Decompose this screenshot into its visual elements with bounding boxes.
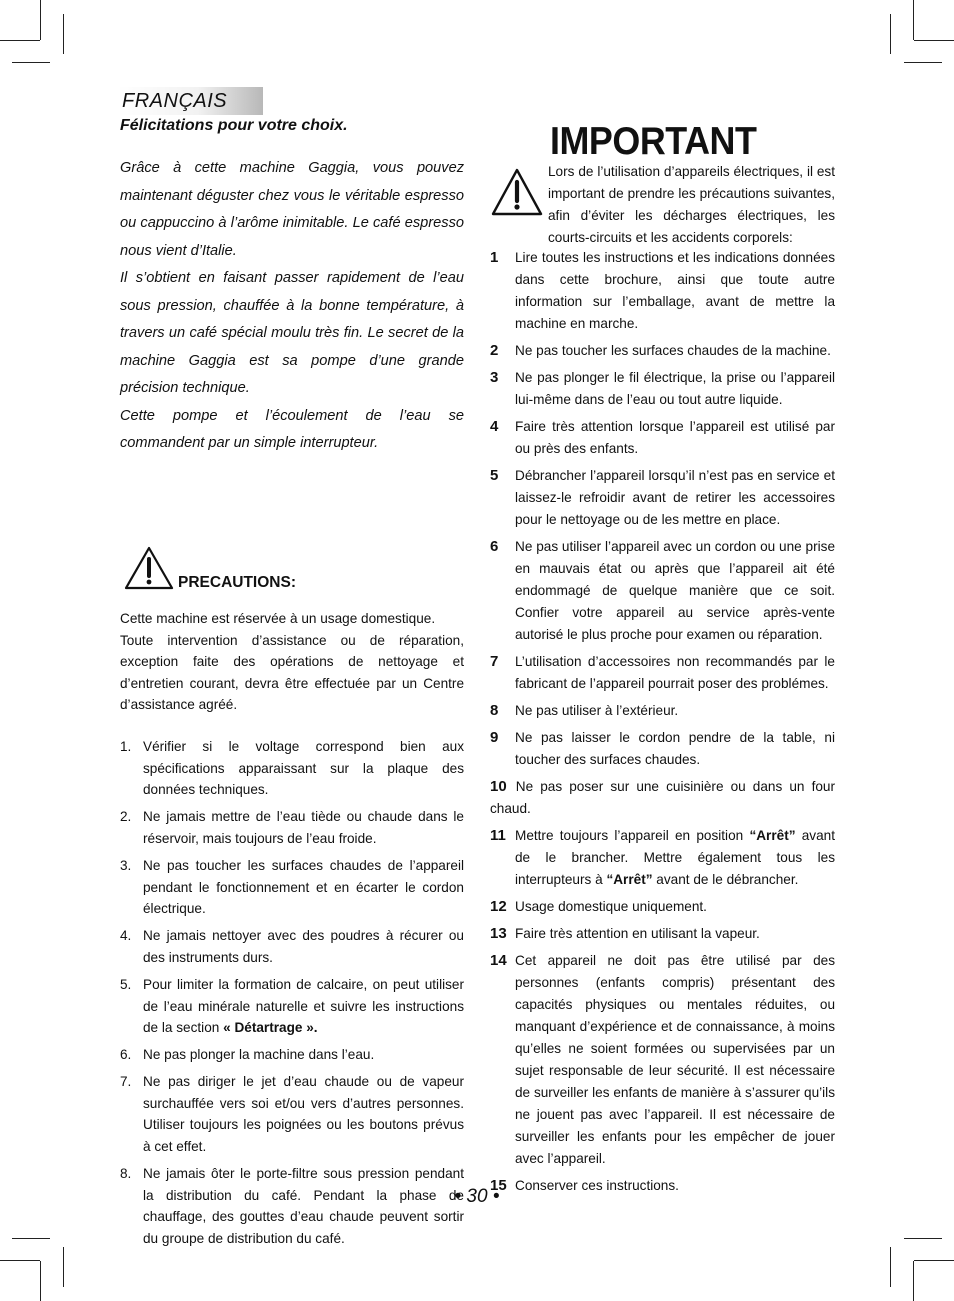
precautions-body: [120, 608, 464, 1255]
item-number: 10: [490, 778, 507, 795]
page-number: • 30 •: [454, 1186, 500, 1207]
item-text: L’utilisation d’accessoires non recommandés par le fabricant de l’appareil pourrait poser des problémes.: [515, 654, 835, 691]
crop-mark: [40, 1261, 41, 1301]
language-label: FRANÇAIS: [122, 90, 228, 112]
item-number: 7.: [120, 1074, 132, 1090]
list-item: [490, 536, 835, 646]
item-text: Cet appareil ne doit pas être utilisé par des personnes (enfants compris) présentant des capacités physiques ou mentales réduites, ou manquant d’expérience et de connaissance, à moins qu’elles ne soient formées ou supervisées par un sujet responsable de leur sécurité. Il est nécessaire de surveiller les enfants de manière à s’assurer qu’ils ne jouent pas avec l’appareil. Il est nécessaire de surveiller les enfants pour les empêcher de jouer avec l’appareil.: [515, 953, 835, 1166]
congrats-heading: Félicitations pour votre choix.: [120, 117, 348, 134]
item-number: 3.: [120, 857, 132, 873]
item-number: 8: [490, 702, 499, 719]
list-item: [120, 974, 464, 1039]
item-text: Faire très attention lorsque l’appareil est utilisé par ou près des enfants.: [515, 419, 835, 456]
item-text: Ne pas utiliser l’appareil avec un cordon ou une prise en mauvais état ou après que l’appareil ait été endommagé de quelque manière que ce soit. Confier votre appareil au service après-vente autorisé le plus proche pour examen ou réparation.: [515, 539, 835, 642]
item-number: 11: [490, 827, 506, 844]
list-item: [490, 825, 835, 891]
crop-mark: [890, 14, 891, 54]
item-number: 3: [490, 369, 499, 386]
precautions-title: PRECAUTIONS:: [178, 574, 296, 591]
intro-paragraph: Cette pompe et l’écoulement de l’eau se commandent par un simple interrupteur.: [120, 407, 464, 451]
item-number: 5: [490, 467, 499, 484]
precautions-paragraph: Toute intervention d’assistance ou de réparation, exception faite des opérations de nettoyage et d’entretien courant, devra être effectuée par un Centre d’assistance agréé.: [120, 632, 464, 713]
item-number: 1.: [120, 738, 132, 754]
item-number: 9: [490, 729, 499, 746]
item-text: Lire toutes les instructions et les indications données dans cette brochure, ainsi que toute autre information sur l’emballage, avant de mettre la machine en marche.: [515, 250, 835, 331]
list-item: [490, 950, 835, 1170]
important-list: [490, 247, 835, 1202]
crop-mark: [0, 1260, 40, 1261]
list-item: [490, 700, 835, 722]
list-item: [490, 776, 835, 820]
item-number: 4.: [120, 928, 132, 944]
item-text: Ne pas toucher les surfaces chaudes de l’appareil pendant le fonctionnement et en écarter le cordon électrique.: [143, 857, 464, 917]
item-number: 13: [490, 925, 507, 942]
list-item: [120, 1044, 464, 1066]
item-bold-text: “Arrêt”: [749, 828, 796, 843]
item-text: Ne pas diriger le jet d’eau chaude ou de vapeur surchauffée vers soi et/ou vers d’autres personnes. Utiliser toujours les poignées ou les boutons prévus à cet effet.: [143, 1074, 464, 1155]
item-number: 7: [490, 653, 499, 670]
item-number: 6: [490, 538, 499, 555]
intro-paragraph: Grâce à cette machine Gaggia, vous pouvez maintenant déguster chez vous le véritable espresso ou cappuccino à l’arôme inimitable. Le café espresso nous vient d’Italie.: [120, 160, 464, 259]
item-text: Ne pas poser sur une cuisinière ou dans un four chaud.: [490, 779, 835, 816]
item-text: Pour limiter la formation de calcaire, on peut utiliser de l’eau minérale naturelle et suivre les instructions de la section: [143, 976, 464, 1036]
list-item: [120, 736, 464, 801]
list-item: [490, 340, 835, 362]
item-text: Ne pas utiliser à l’extérieur.: [515, 703, 679, 718]
item-text: Conserver ces instructions.: [515, 1178, 679, 1193]
item-number: 8.: [120, 1166, 132, 1182]
intro-text: [120, 155, 464, 458]
crop-mark: [63, 14, 64, 54]
list-item: [490, 367, 835, 411]
precautions-paragraph: Cette machine est réservée à un usage domestique.: [120, 611, 436, 626]
item-text: avant de le brancher. Mettre également tous les interrupteurs à: [515, 828, 836, 887]
item-text: Ne pas laisser le cordon pendre de la table, ni toucher des surfaces chaudes.: [515, 730, 835, 767]
list-item: [490, 465, 835, 531]
crop-mark: [914, 1260, 954, 1261]
list-item: [120, 855, 464, 920]
item-text: Faire très attention en utilisant la vapeur.: [515, 926, 760, 941]
item-number: 1: [490, 249, 499, 266]
item-number: 5.: [120, 976, 132, 992]
item-bold-text: « Détartrage ».: [223, 1020, 318, 1036]
item-text: Vérifier si le voltage correspond bien aux spécifications apparaissant sur la plaque des données techniques.: [143, 738, 464, 798]
important-title: IMPORTANT: [550, 120, 757, 163]
crop-mark: [913, 0, 914, 40]
crop-mark: [40, 0, 41, 40]
list-item: [120, 1071, 464, 1157]
crop-mark: [890, 1247, 891, 1287]
crop-mark: [904, 62, 942, 63]
item-text: Mettre toujours l’appareil en position: [515, 828, 750, 843]
item-number: 12: [490, 898, 507, 915]
item-text: Débrancher l’appareil lorsqu’il n’est pas en service et laissez-le refroidir avant de retirer les accessoires pour le nettoyage ou de les mettre en place.: [515, 468, 835, 527]
crop-mark: [913, 1261, 914, 1301]
crop-mark: [914, 40, 954, 41]
item-text: avant de le débrancher.: [652, 872, 799, 887]
intro-paragraph: Il s’obtient en faisant passer rapidement de l’eau sous pression, chauffée à la bonne température, à travers un café spécial moulu très fin. Le secret de la machine Gaggia est sa pompe d’une grande précision technique.: [120, 270, 464, 396]
language-tab: [118, 87, 263, 115]
crop-mark: [0, 40, 40, 41]
crop-mark: [904, 1238, 942, 1239]
item-bold-text: “Arrêt”: [606, 872, 653, 887]
list-item: [490, 416, 835, 460]
item-text: Ne jamais mettre de l’eau tiède ou chaude dans le réservoir, mais toujours de l’eau froide.: [143, 809, 464, 846]
warning-icon: [124, 546, 174, 590]
item-number: 2.: [120, 809, 132, 825]
list-item: [120, 806, 464, 849]
item-number: 14: [490, 952, 507, 969]
item-text: Usage domestique uniquement.: [515, 899, 707, 914]
list-item: [120, 925, 464, 968]
precautions-list: [120, 736, 464, 1250]
list-item: [490, 651, 835, 695]
item-text: Ne pas plonger le fil électrique, la prise ou l’appareil lui-même dans de l’eau ou tout autre liquide.: [515, 370, 835, 407]
crop-mark: [12, 62, 50, 63]
item-text: Ne jamais nettoyer avec des poudres à récurer ou des instruments durs.: [143, 928, 464, 965]
list-item: [490, 247, 835, 335]
important-intro: Lors de l’utilisation d’appareils électriques, il est important de prendre les précautions suivantes, afin d’éviter les décharges électriques, les courts-circuits et les accidents corporels:: [548, 164, 835, 245]
item-number: 15: [490, 1177, 507, 1194]
item-text: Ne jamais ôter le porte-filtre sous pression pendant la distribution du café. Pendant la phase de chauffage, des gouttes d’eau chaude peuvent sortir du groupe de distribution du café.: [143, 1166, 464, 1246]
item-number: 4: [490, 418, 499, 435]
item-text: Ne pas toucher les surfaces chaudes de la machine.: [515, 343, 831, 358]
warning-icon: [491, 168, 543, 216]
list-item: [490, 923, 835, 945]
crop-mark: [63, 1247, 64, 1287]
item-number: 2: [490, 342, 499, 359]
list-item: [490, 727, 835, 771]
item-text: Ne pas plonger la machine dans l’eau.: [143, 1047, 375, 1063]
list-item: [490, 896, 835, 918]
crop-mark: [12, 1238, 50, 1239]
item-number: 6.: [120, 1047, 132, 1063]
